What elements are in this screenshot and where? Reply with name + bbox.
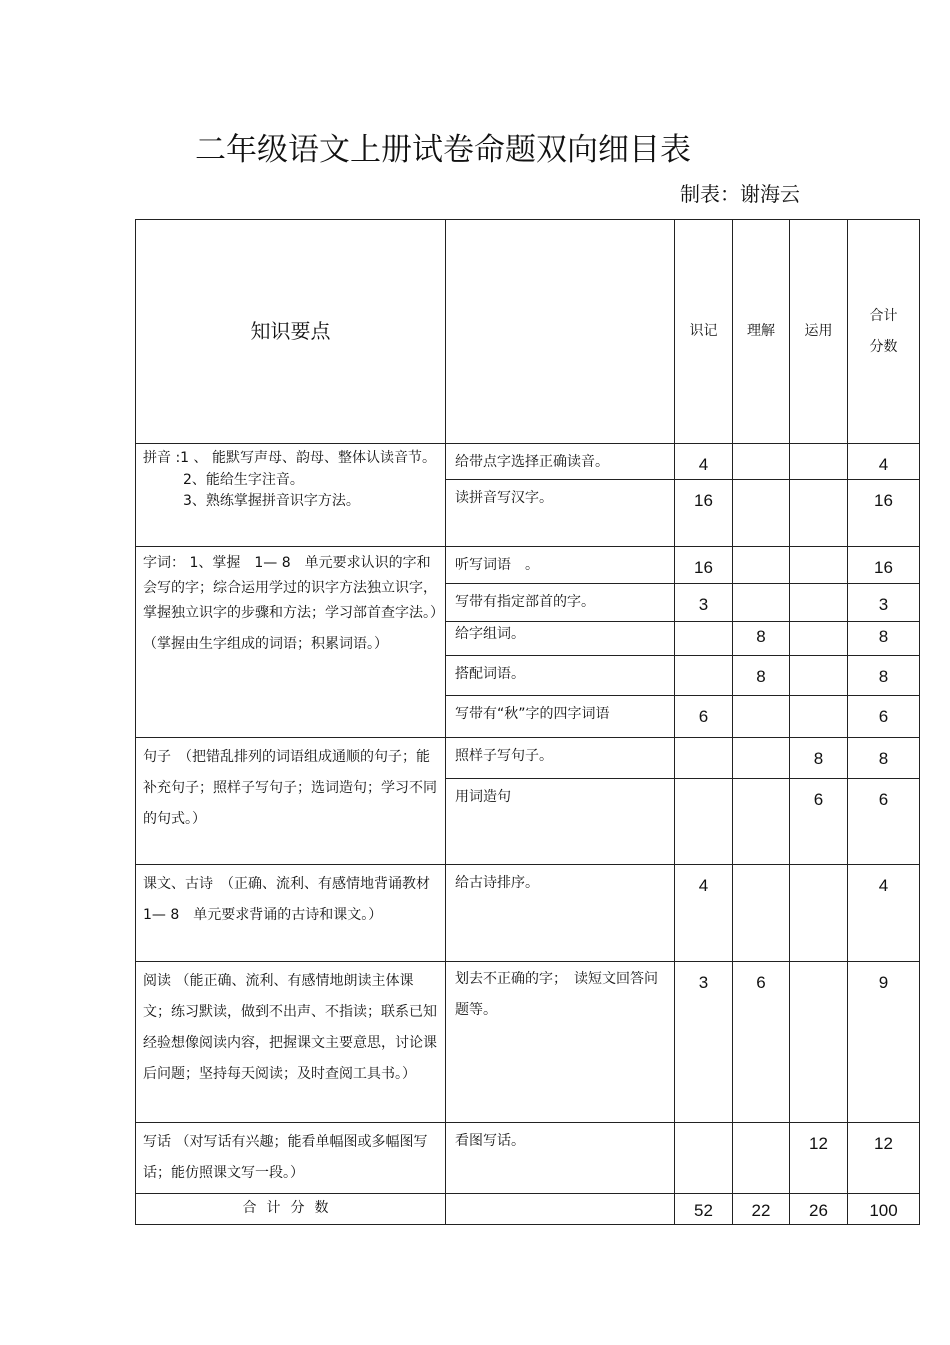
row-total: 4 xyxy=(848,865,920,962)
row-desc: 给带点字选择正确读音。 xyxy=(446,444,675,480)
row-total: 12 xyxy=(848,1123,920,1194)
row-total: 8 xyxy=(848,622,920,656)
pinyin-line2: 2、能给生字注音。 xyxy=(183,471,304,488)
row-desc: 划去不正确的字； 读短文回答问题等。 xyxy=(446,962,675,1123)
table-row xyxy=(136,444,920,480)
totals-row xyxy=(136,1194,920,1225)
row-recall xyxy=(675,656,733,696)
row-understand: 6 xyxy=(733,962,790,1123)
row-apply xyxy=(790,444,848,480)
table-row xyxy=(136,962,920,1123)
row-recall xyxy=(675,1123,733,1194)
row-apply xyxy=(790,480,848,547)
row-recall: 4 xyxy=(675,444,733,480)
row-recall xyxy=(675,622,733,656)
row-understand xyxy=(733,779,790,865)
row-understand xyxy=(733,444,790,480)
row-desc: 给字组词。 xyxy=(446,622,675,656)
row-desc: 听写词语 。 xyxy=(446,547,675,584)
row-understand xyxy=(733,1123,790,1194)
table-row xyxy=(136,1123,920,1194)
row-understand: 8 xyxy=(733,622,790,656)
row-apply xyxy=(790,547,848,584)
header-understand: 理解 xyxy=(733,220,790,444)
page-title: 二年级语文上册试卷命题双向细目表 xyxy=(195,132,691,168)
row-total: 4 xyxy=(848,444,920,480)
table-row xyxy=(136,547,920,584)
header-knowledge: 知识要点 xyxy=(136,220,446,444)
section-xiehua: 写话 （对写话有兴趣；能看单幅图或多幅图写话；能仿照课文写一段。） xyxy=(136,1123,446,1194)
totals-total: 100 xyxy=(848,1194,920,1225)
totals-blank xyxy=(446,1194,675,1225)
spec-table xyxy=(135,219,920,1225)
section-yuedu: 阅读 （能正确、流利、有感情地朗读主体课文；练习默读，做到不出声、不指读；联系已知经验想像阅读内容，把握课文主要意思，讨论课后问题；坚持每天阅读；及时查阅工具书。） xyxy=(136,962,446,1123)
section-pinyin xyxy=(136,444,446,547)
zici-line1: 字词： 1、掌握 1— 8 单元要求认识的字和会写的字；综合运用学过的识字方法独立识字，掌握独立识字的步骤和方法；学习部首查字法。） xyxy=(143,555,444,621)
totals-understand: 22 xyxy=(733,1194,790,1225)
row-apply xyxy=(790,962,848,1123)
totals-recall: 52 xyxy=(675,1194,733,1225)
row-understand xyxy=(733,480,790,547)
row-apply xyxy=(790,696,848,738)
row-total: 8 xyxy=(848,738,920,779)
row-recall: 16 xyxy=(675,480,733,547)
row-desc: 给古诗排序。 xyxy=(446,865,675,962)
row-understand xyxy=(733,738,790,779)
row-apply: 8 xyxy=(790,738,848,779)
header-recall: 识记 xyxy=(675,220,733,444)
table-row xyxy=(136,865,920,962)
row-recall: 4 xyxy=(675,865,733,962)
table-row xyxy=(136,738,920,779)
pinyin-line3: 3、熟练掌握拼音识字方法。 xyxy=(183,493,360,510)
header-total-line2: 分数 xyxy=(869,338,898,355)
row-apply: 12 xyxy=(790,1123,848,1194)
header-total-line1: 合计 xyxy=(869,307,898,324)
header-blank xyxy=(446,220,675,444)
row-apply xyxy=(790,622,848,656)
row-understand: 8 xyxy=(733,656,790,696)
row-total: 8 xyxy=(848,656,920,696)
row-total: 3 xyxy=(848,584,920,622)
row-desc: 写带有“秋”字的四字词语 xyxy=(446,696,675,738)
row-recall xyxy=(675,779,733,865)
section-zici xyxy=(136,547,446,738)
header-total xyxy=(848,220,920,444)
row-apply xyxy=(790,584,848,622)
totals-label: 合计分数 xyxy=(136,1194,446,1225)
row-recall: 16 xyxy=(675,547,733,584)
header-apply: 运用 xyxy=(790,220,848,444)
row-desc: 照样子写句子。 xyxy=(446,738,675,779)
row-desc: 用词造句 xyxy=(446,779,675,865)
row-recall: 3 xyxy=(675,584,733,622)
section-kewen: 课文、古诗 （正确、流利、有感情地背诵教材 1— 8 单元要求背诵的古诗和课文。） xyxy=(136,865,446,962)
totals-apply: 26 xyxy=(790,1194,848,1225)
row-understand xyxy=(733,865,790,962)
row-understand xyxy=(733,584,790,622)
row-total: 16 xyxy=(848,480,920,547)
row-understand xyxy=(733,547,790,584)
row-recall xyxy=(675,738,733,779)
row-desc: 看图写话。 xyxy=(446,1123,675,1194)
row-desc: 写带有指定部首的字。 xyxy=(446,584,675,622)
row-total: 16 xyxy=(848,547,920,584)
zici-line2: （掌握由生字组成的词语；积累词语。） xyxy=(143,636,388,652)
row-recall: 3 xyxy=(675,962,733,1123)
header-row xyxy=(136,220,920,444)
row-total: 9 xyxy=(848,962,920,1123)
row-apply xyxy=(790,656,848,696)
row-desc: 搭配词语。 xyxy=(446,656,675,696)
row-recall: 6 xyxy=(675,696,733,738)
row-apply xyxy=(790,865,848,962)
pinyin-line1: 拼音 :1 、 能默写声母、韵母、整体认读音节。 xyxy=(143,450,436,466)
row-apply: 6 xyxy=(790,779,848,865)
author-label: 制表：谢海云 xyxy=(680,182,800,206)
section-juzi: 句子 （把错乱排列的词语组成通顺的句子；能补充句子；照样子写句子；选词造句；学习不同的句式。） xyxy=(136,738,446,865)
row-total: 6 xyxy=(848,696,920,738)
row-desc: 读拼音写汉字。 xyxy=(446,480,675,547)
row-total: 6 xyxy=(848,779,920,865)
row-understand xyxy=(733,696,790,738)
